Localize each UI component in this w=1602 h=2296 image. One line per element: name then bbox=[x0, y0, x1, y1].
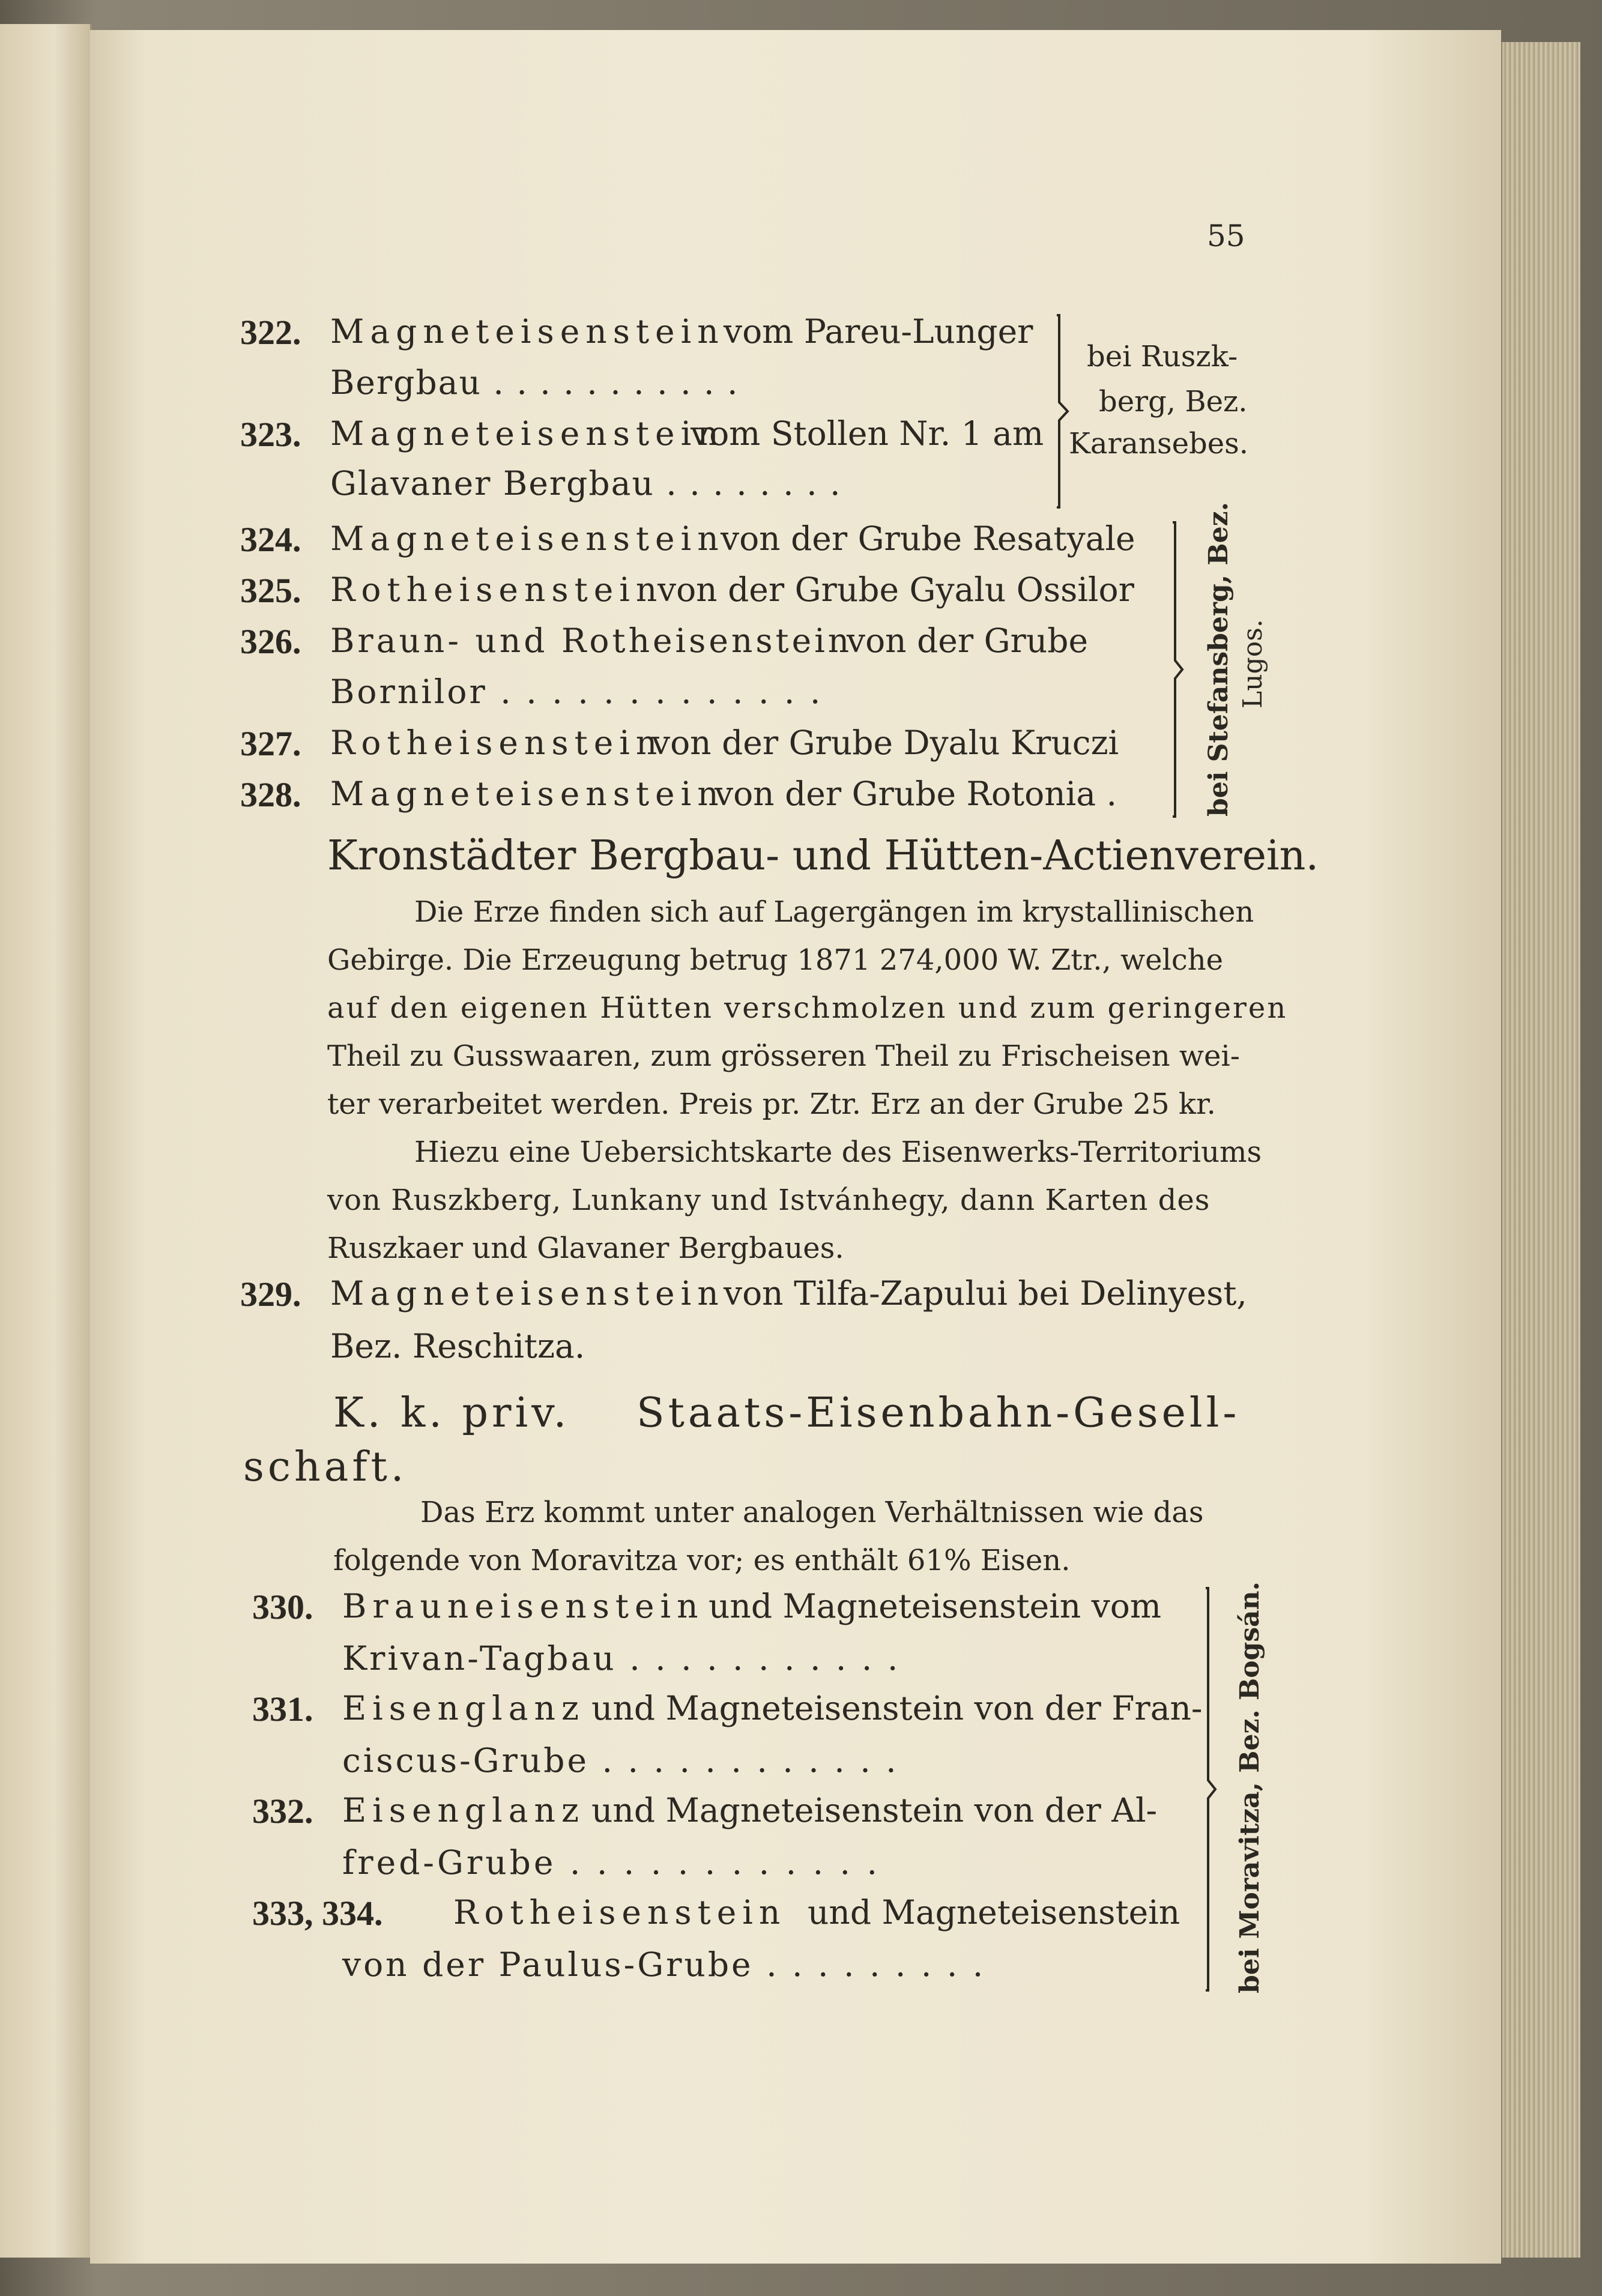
entry-mineral: Rotheisenstein bbox=[453, 1893, 787, 1932]
entry-mineral: Magneteisenstein bbox=[330, 414, 725, 453]
entry-location: und Magneteisenstein vom bbox=[709, 1587, 1161, 1625]
entry-number: 326. bbox=[240, 622, 301, 661]
location-note-vertical: bei Stefansberg, Bez. bbox=[1203, 502, 1234, 817]
entry-location-cont: Bez. Reschitza. bbox=[330, 1327, 585, 1365]
entry-number: 325. bbox=[240, 571, 301, 610]
entry-number: 331. bbox=[252, 1690, 313, 1729]
entry-mineral: Eisenglanz bbox=[342, 1791, 585, 1829]
entry-location: vom Pareu-Lunger bbox=[724, 312, 1033, 351]
entry-location: und Magneteisenstein von der Al- bbox=[591, 1791, 1158, 1829]
section-heading: Staats-Eisenbahn-Gesell- bbox=[636, 1389, 1241, 1437]
section-heading: schaft. bbox=[243, 1443, 408, 1491]
location-note-vertical: Lugos. bbox=[1238, 619, 1268, 708]
entry-mineral: Magneteisenstein bbox=[330, 312, 725, 351]
brace-icon bbox=[1051, 312, 1087, 510]
entry-number: 327. bbox=[240, 724, 301, 763]
entry-location: von Tilfa-Zapului bei Delinyest, bbox=[724, 1274, 1247, 1313]
brace-icon bbox=[1168, 519, 1198, 820]
entry-number: 329. bbox=[240, 1275, 301, 1314]
entry-location-cont: Glavaner Bergbau . . . . . . . . bbox=[330, 464, 842, 503]
entry-location-cont: fred-Grube . . . . . . . . . . . . bbox=[342, 1843, 880, 1882]
location-note-vertical: bei Moravitza, Bez. Bogsán. bbox=[1235, 1582, 1265, 1993]
entry-location: vom Stollen Nr. 1 am bbox=[691, 414, 1044, 453]
entry-number: 322. bbox=[240, 313, 301, 352]
entry-mineral: Eisenglanz bbox=[342, 1689, 585, 1727]
entry-mineral: Braun- und Rotheisenstein bbox=[330, 621, 853, 660]
paragraph-line: folgende von Moravitza vor; es enthält 61% Eisen. bbox=[333, 1544, 1071, 1577]
entry-location: von der Grube Dyalu Kruczi bbox=[651, 724, 1119, 762]
entry-number: 323. bbox=[240, 415, 301, 454]
paragraph-line: Das Erz kommt unter analogen Verhältnissen wie das bbox=[420, 1496, 1204, 1529]
entry-location-cont: Krivan-Tagbau . . . . . . . . . . . bbox=[342, 1639, 901, 1678]
paragraph-line: von Ruszkberg, Lunkany und Istvánhegy, dann Karten des bbox=[327, 1183, 1211, 1217]
paragraph-line: Hiezu eine Uebersichtskarte des Eisenwerks-Territoriums bbox=[414, 1135, 1262, 1169]
location-note-line: berg, Bez. bbox=[1099, 385, 1248, 418]
paragraph-line: Die Erze finden sich auf Lagergängen im krystallinischen bbox=[414, 895, 1254, 929]
entry-mineral: Magneteisenstein bbox=[330, 775, 725, 813]
entry-mineral: Magneteisenstein bbox=[330, 519, 725, 558]
paragraph-line: Ruszkaer und Glavaner Bergbaues. bbox=[327, 1231, 844, 1265]
entry-location-cont: Bornilor . . . . . . . . . . . . . bbox=[330, 672, 823, 711]
entry-number: 328. bbox=[240, 775, 301, 814]
book-page bbox=[90, 30, 1501, 2264]
entry-location: von der Grube bbox=[847, 621, 1089, 660]
location-note-line: bei Ruszk- bbox=[1087, 340, 1238, 373]
page-number: 55 bbox=[1207, 219, 1245, 253]
entry-number: 333, 334. bbox=[252, 1894, 383, 1933]
entry-mineral: Brauneisenstein bbox=[342, 1587, 704, 1625]
entry-location: und Magneteisenstein von der Fran- bbox=[591, 1689, 1203, 1727]
entry-number: 332. bbox=[252, 1792, 313, 1831]
entry-mineral: Rotheisenstein bbox=[330, 724, 663, 762]
entry-number: 330. bbox=[252, 1588, 313, 1627]
entry-location: von der Grube Resatyale bbox=[721, 519, 1135, 558]
section-heading: Kronstädter Bergbau- und Hütten-Actienverein. bbox=[327, 832, 1319, 880]
brace-icon bbox=[1201, 1585, 1231, 1993]
entry-location-cont: ciscus-Grube . . . . . . . . . . . . bbox=[342, 1741, 899, 1780]
entry-location: und Magneteisenstein bbox=[808, 1893, 1180, 1932]
entry-location: von der Grube Gyalu Ossilor bbox=[657, 570, 1134, 609]
entry-mineral: Rotheisenstein bbox=[330, 570, 663, 609]
entry-location-cont: von der Paulus-Grube . . . . . . . . . bbox=[342, 1945, 986, 1984]
paragraph-line: Theil zu Gusswaaren, zum grösseren Theil zu Frischeisen wei- bbox=[327, 1039, 1240, 1073]
paragraph-line: auf den eigenen Hütten verschmolzen und zum geringeren bbox=[327, 991, 1288, 1025]
location-note-line: Karansebes. bbox=[1069, 427, 1249, 461]
section-heading: K. k. priv. bbox=[333, 1389, 570, 1437]
left-page-edge bbox=[0, 24, 92, 2258]
entry-number: 324. bbox=[240, 520, 301, 559]
paragraph-line: Gebirge. Die Erzeugung betrug 1871 274,000 W. Ztr., welche bbox=[327, 943, 1224, 977]
entry-location: von der Grube Rotonia . bbox=[715, 775, 1117, 813]
entry-mineral: Magneteisenstein bbox=[330, 1274, 725, 1313]
page-stack-edges bbox=[1501, 42, 1580, 2258]
paragraph-line: ter verarbeitet werden. Preis pr. Ztr. Erz an der Grube 25 kr. bbox=[327, 1087, 1216, 1121]
entry-location-cont: Bergbau . . . . . . . . . . . bbox=[330, 363, 739, 402]
